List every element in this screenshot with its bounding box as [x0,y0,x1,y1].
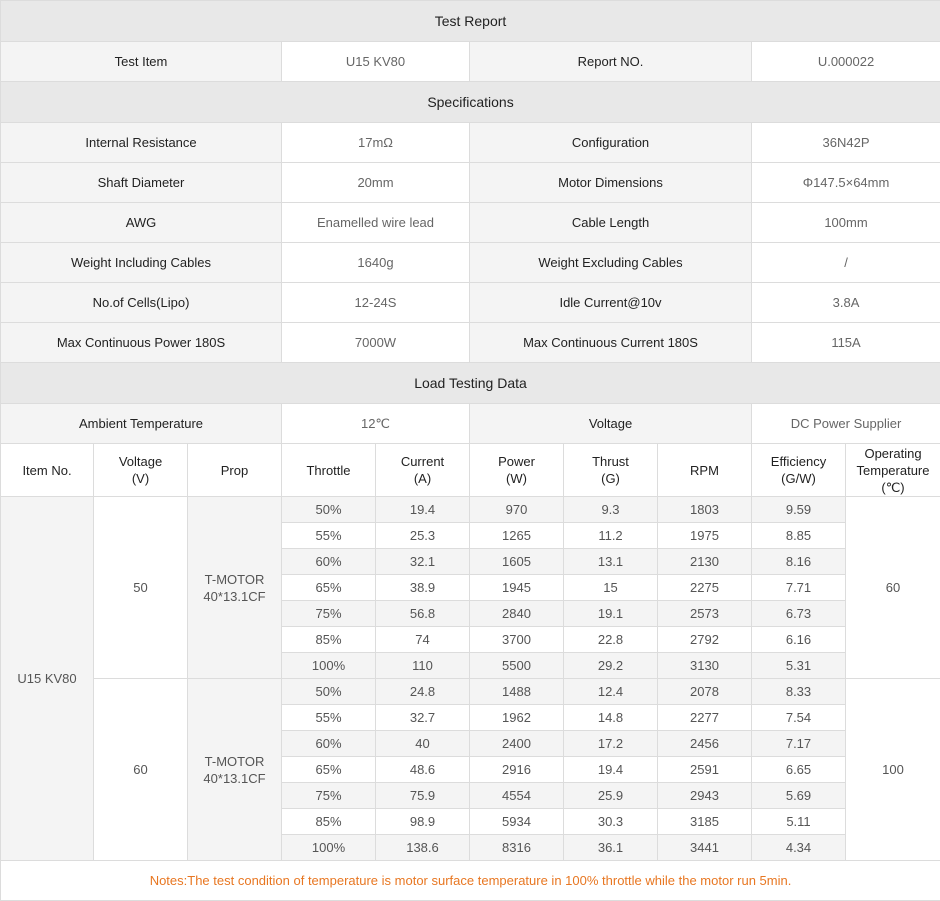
notes-text: Notes:The test condition of temperature is motor surface temperature in 100% throttle while the motor run 5min. [1,861,940,901]
efficiency-cell: 4.34 [752,835,846,861]
spec-label: Motor Dimensions [470,163,752,203]
throttle-cell: 55% [282,705,376,731]
throttle-cell: 55% [282,523,376,549]
thrust-cell: 30.3 [564,809,658,835]
test-item-label: Test Item [1,42,282,82]
power-cell: 8316 [470,835,564,861]
rpm-cell: 2277 [658,705,752,731]
spec-label: Shaft Diameter [1,163,282,203]
col-header-efficiency: Efficiency (G/W) [752,444,846,497]
current-cell: 48.6 [376,757,470,783]
col-header-prop: Prop [188,444,282,497]
spec-row [1,323,940,363]
spec-label: Idle Current@10v [470,283,752,323]
spec-value: 3.8A [752,283,940,323]
rpm-cell: 2573 [658,601,752,627]
spec-value: 36N42P [752,123,940,163]
power-cell: 2916 [470,757,564,783]
rpm-cell: 2591 [658,757,752,783]
thrust-cell: 17.2 [564,731,658,757]
rpm-cell: 2456 [658,731,752,757]
throttle-cell: 65% [282,575,376,601]
spec-value: 7000W [282,323,470,363]
rpm-cell: 2275 [658,575,752,601]
rpm-cell: 2943 [658,783,752,809]
throttle-cell: 85% [282,809,376,835]
current-cell: 56.8 [376,601,470,627]
current-cell: 32.1 [376,549,470,575]
power-cell: 5500 [470,653,564,679]
temperature-cell: 60 [846,497,940,679]
col-header-current: Current (A) [376,444,470,497]
efficiency-cell: 5.11 [752,809,846,835]
ambient-temperature-label: Ambient Temperature [1,404,282,444]
current-cell: 110 [376,653,470,679]
col-header-power: Power (W) [470,444,564,497]
spec-row [1,123,940,163]
thrust-cell: 13.1 [564,549,658,575]
spec-label: Configuration [470,123,752,163]
thrust-cell: 19.1 [564,601,658,627]
throttle-cell: 50% [282,679,376,705]
spec-row [1,243,940,283]
ambient-temperature-value: 12℃ [282,404,470,444]
current-cell: 74 [376,627,470,653]
rpm-cell: 2078 [658,679,752,705]
power-cell: 3700 [470,627,564,653]
spec-value: 1640g [282,243,470,283]
throttle-cell: 65% [282,757,376,783]
efficiency-cell: 9.59 [752,497,846,523]
spec-label: Cable Length [470,203,752,243]
throttle-cell: 100% [282,653,376,679]
rpm-cell: 3441 [658,835,752,861]
prop-cell: T-MOTOR 40*13.1CF [188,497,282,679]
spec-label: Internal Resistance [1,123,282,163]
power-cell: 1962 [470,705,564,731]
col-header-thrust: Thrust (G) [564,444,658,497]
power-cell: 4554 [470,783,564,809]
throttle-cell: 50% [282,497,376,523]
spec-value: Enamelled wire lead [282,203,470,243]
thrust-cell: 29.2 [564,653,658,679]
current-cell: 38.9 [376,575,470,601]
efficiency-cell: 7.17 [752,731,846,757]
report-no-label: Report NO. [470,42,752,82]
power-cell: 5934 [470,809,564,835]
report-no-value: U.000022 [752,42,940,82]
rpm-cell: 3185 [658,809,752,835]
power-cell: 2400 [470,731,564,757]
current-cell: 32.7 [376,705,470,731]
efficiency-cell: 5.31 [752,653,846,679]
spec-label: Weight Excluding Cables [470,243,752,283]
current-cell: 25.3 [376,523,470,549]
thrust-cell: 15 [564,575,658,601]
col-header-throttle: Throttle [282,444,376,497]
voltage-label: Voltage [470,404,752,444]
current-cell: 19.4 [376,497,470,523]
spec-label: Weight Including Cables [1,243,282,283]
spec-label: Max Continuous Power 180S [1,323,282,363]
throttle-cell: 75% [282,783,376,809]
prop-cell: T-MOTOR 40*13.1CF [188,679,282,861]
throttle-cell: 60% [282,549,376,575]
efficiency-cell: 7.71 [752,575,846,601]
power-cell: 1945 [470,575,564,601]
power-cell: 1265 [470,523,564,549]
table-row [1,497,940,523]
thrust-cell: 19.4 [564,757,658,783]
voltage-cell: 60 [94,679,188,861]
rpm-cell: 2130 [658,549,752,575]
item-no-cell: U15 KV80 [1,497,94,861]
thrust-cell: 9.3 [564,497,658,523]
voltage-source-value: DC Power Supplier [752,404,940,444]
current-cell: 24.8 [376,679,470,705]
power-cell: 2840 [470,601,564,627]
thrust-cell: 14.8 [564,705,658,731]
power-cell: 1488 [470,679,564,705]
current-cell: 138.6 [376,835,470,861]
specifications-heading: Specifications [1,82,940,123]
col-header-voltage: Voltage (V) [94,444,188,497]
thrust-cell: 11.2 [564,523,658,549]
spec-value: 100mm [752,203,940,243]
thrust-cell: 12.4 [564,679,658,705]
voltage-cell: 50 [94,497,188,679]
efficiency-cell: 8.33 [752,679,846,705]
spec-row [1,163,940,203]
efficiency-cell: 8.16 [752,549,846,575]
power-cell: 970 [470,497,564,523]
spec-row [1,203,940,243]
spec-label: Max Continuous Current 180S [470,323,752,363]
table-row [1,679,940,705]
spec-value: Φ147.5×64mm [752,163,940,203]
column-header-row [1,444,940,497]
spec-value: 20mm [282,163,470,203]
col-header-item-no: Item No. [1,444,94,497]
rpm-cell: 1803 [658,497,752,523]
col-header-rpm: RPM [658,444,752,497]
current-cell: 75.9 [376,783,470,809]
rpm-cell: 1975 [658,523,752,549]
report-title: Test Report [1,1,940,42]
spec-value: 17mΩ [282,123,470,163]
rpm-cell: 2792 [658,627,752,653]
thrust-cell: 22.8 [564,627,658,653]
efficiency-cell: 6.16 [752,627,846,653]
rpm-cell: 3130 [658,653,752,679]
efficiency-cell: 6.65 [752,757,846,783]
thrust-cell: 25.9 [564,783,658,809]
current-cell: 40 [376,731,470,757]
col-header-temperature: Operating Temperature (℃) [846,444,940,497]
load-testing-heading: Load Testing Data [1,363,940,404]
throttle-cell: 75% [282,601,376,627]
spec-row [1,283,940,323]
power-cell: 1605 [470,549,564,575]
spec-value: / [752,243,940,283]
spec-value: 12-24S [282,283,470,323]
efficiency-cell: 6.73 [752,601,846,627]
efficiency-cell: 5.69 [752,783,846,809]
test-item-value: U15 KV80 [282,42,470,82]
throttle-cell: 85% [282,627,376,653]
efficiency-cell: 8.85 [752,523,846,549]
throttle-cell: 60% [282,731,376,757]
current-cell: 98.9 [376,809,470,835]
spec-value: 115A [752,323,940,363]
throttle-cell: 100% [282,835,376,861]
thrust-cell: 36.1 [564,835,658,861]
temperature-cell: 100 [846,679,940,861]
spec-label: AWG [1,203,282,243]
spec-label: No.of Cells(Lipo) [1,283,282,323]
efficiency-cell: 7.54 [752,705,846,731]
